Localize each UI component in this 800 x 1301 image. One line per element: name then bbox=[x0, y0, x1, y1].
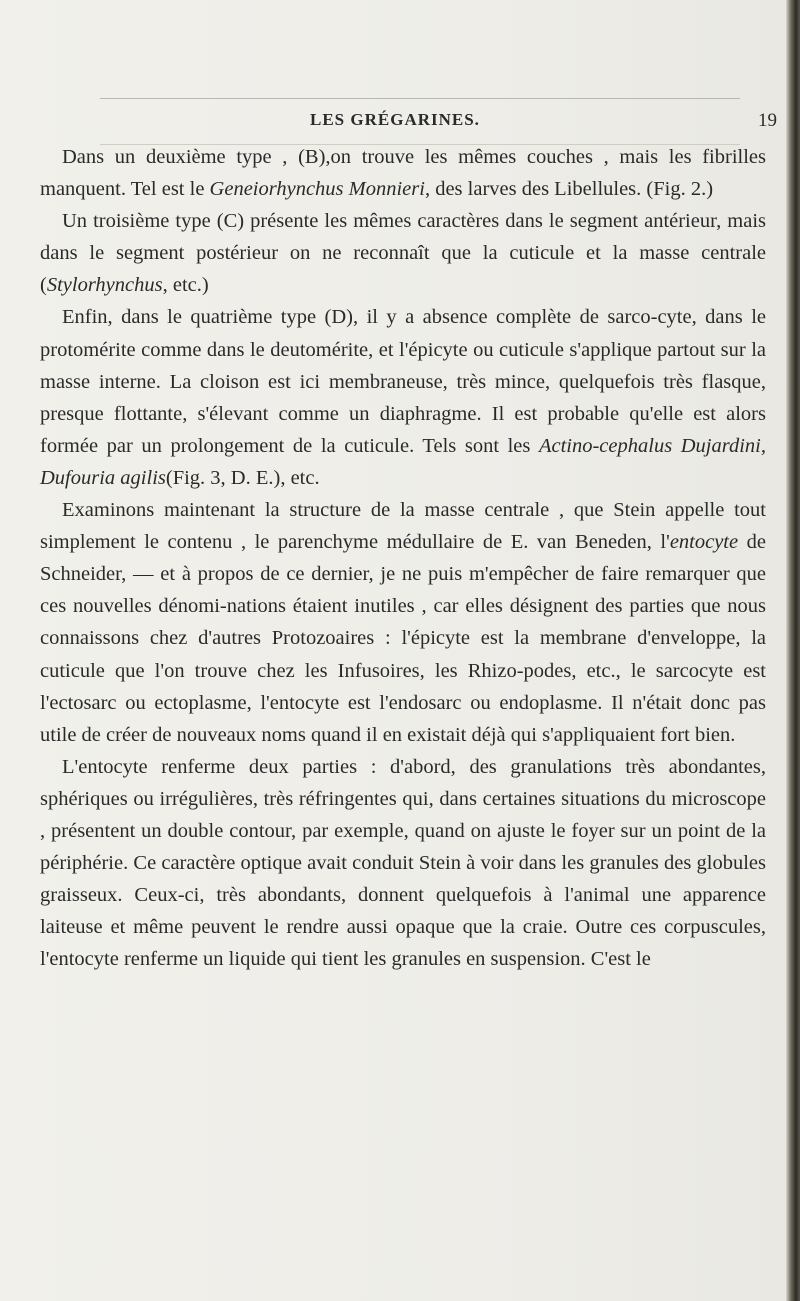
running-header bbox=[40, 110, 800, 140]
paragraph bbox=[40, 751, 766, 976]
species-name: Actino-cephalus Dujardini, Dufouria agilis bbox=[40, 434, 766, 489]
text-run: (Fig. 3, D. E.), etc. bbox=[165, 466, 320, 489]
paragraph bbox=[40, 301, 766, 494]
text-run: Enfin, dans le quatrième type (D), il y a absence complète de sarco-cyte, dans le protomérite comme dans le deutomérite, et l'épicyte ou cuticule s'applique partout sur la masse interne. La cloison est ici membraneuse, très mince, quelquefois très flasque, presque flottante, s'élevant comme un diaphragme. Il est probable qu'elle est alors formée par un prolongement de la cuticule. Tels sont les bbox=[40, 306, 766, 457]
text-run: de Schneider, — et à propos de ce dernier, je ne puis m'empêcher de faire remarquer que ces nouvelles dénomi-nations étaient inutiles , car elles désignent des parties que nous connaissons chez d'autres Protozoaires : l'épicyte est la membrane d'enveloppe, la cuticule que l'on trouve chez les Infusoires, les Rhizo-podes, etc., le sarcocyte est l'ectosarc ou ectoplasme, l'entocyte est l'endosarc ou endoplasme. Il n'était donc pas utile de créer de nouveaux noms quand il en existait déjà qui s'appliquaient fort bien. bbox=[40, 531, 766, 746]
text-run: Dans un deuxième type , (B),on trouve les mêmes couches , mais les fibrilles manquent. Tel est le bbox=[40, 146, 766, 201]
genus-name: Stylorhynchus bbox=[46, 274, 163, 297]
page-edge-shadow bbox=[786, 0, 800, 1301]
paragraph bbox=[40, 205, 766, 301]
term: entocyte bbox=[669, 531, 739, 554]
text-run: L'entocyte renferme deux parties : d'abord, des granulations très abondantes, sphériques ou irrégulières, très réfringentes qui, dans certaines situations du microscope , présentent un double contour, par exemple, quand on ajuste le foyer sur un point de la périphérie. Ce caractère optique avait conduit Stein à voir dans les granules des globules graisseux. Ceux-ci, très abondants, donnent quelquefois à l'animal une apparence laiteuse et même peuvent le rendre aussi opaque que la craie. Outre ces corpuscules, l'entocyte renferme un liquide qui tient les granules en suspension. C'est le bbox=[40, 755, 766, 971]
paragraph bbox=[40, 494, 766, 751]
running-title: LES GRÉGARINES. bbox=[310, 110, 480, 129]
paragraph bbox=[40, 141, 766, 205]
text-run: , des larves des Libellules. (Fig. 2.) bbox=[424, 178, 714, 201]
text-run: , etc.) bbox=[162, 274, 209, 297]
text-run: Un troisième type (C) présente les mêmes caractères dans le segment antérieur, mais dans le segment postérieur on ne reconnaît que la cuticule et la masse centrale ( bbox=[40, 210, 766, 297]
top-rule bbox=[100, 98, 740, 99]
body-text bbox=[40, 141, 766, 975]
text-run: Examinons maintenant la structure de la masse centrale , que Stein appelle tout simplement le contenu , le parenchyme médullaire de E. van Beneden, l' bbox=[40, 499, 766, 554]
species-name: Geneiorhynchus Monnieri bbox=[209, 178, 425, 201]
page-number: 19 bbox=[758, 110, 777, 131]
